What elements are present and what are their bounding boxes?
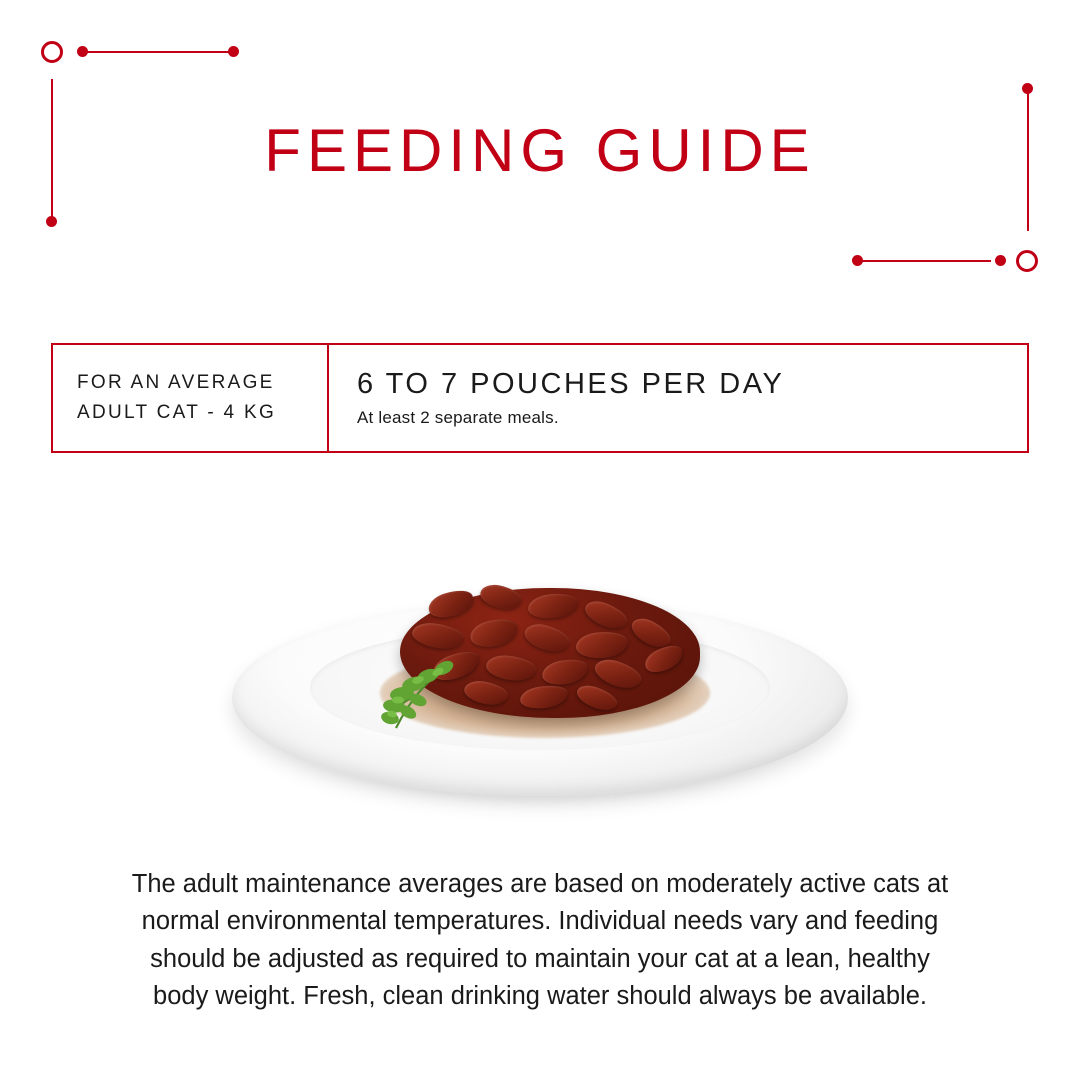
decor-dot-icon	[46, 216, 57, 227]
decor-ring-icon	[41, 41, 63, 63]
decor-dot-icon	[1022, 83, 1033, 94]
feeding-note: At least 2 separate meals.	[357, 407, 559, 427]
feeding-amount: 6 TO 7 POUCHES PER DAY	[357, 368, 785, 401]
feeding-table-left-cell	[53, 345, 329, 451]
average-cat-label-line2: ADULT CAT - 4 KG	[77, 402, 277, 423]
parsley-garnish-icon	[352, 656, 472, 746]
average-cat-label-line1: FOR AN AVERAGE	[77, 371, 275, 393]
decor-dot-icon	[852, 255, 863, 266]
decor-horizontal-line	[861, 260, 991, 262]
description-text: The adult maintenance averages are based on moderately active cats at normal environmental temperatures. Individual needs vary and feeding should be adjusted as required to maintain your cat at a lean, healthy body weight. Fresh, clean drinking water should always be available.	[131, 870, 949, 1011]
decor-dot-icon	[228, 46, 239, 57]
feeding-table-right-cell	[329, 345, 1027, 451]
feeding-table	[51, 343, 1029, 453]
decor-dot-icon	[995, 255, 1006, 266]
food-plate-image	[232, 570, 848, 820]
decor-horizontal-line	[86, 51, 234, 53]
decor-ring-icon	[1016, 250, 1038, 272]
page-title: FEEDING GUIDE	[264, 117, 816, 184]
